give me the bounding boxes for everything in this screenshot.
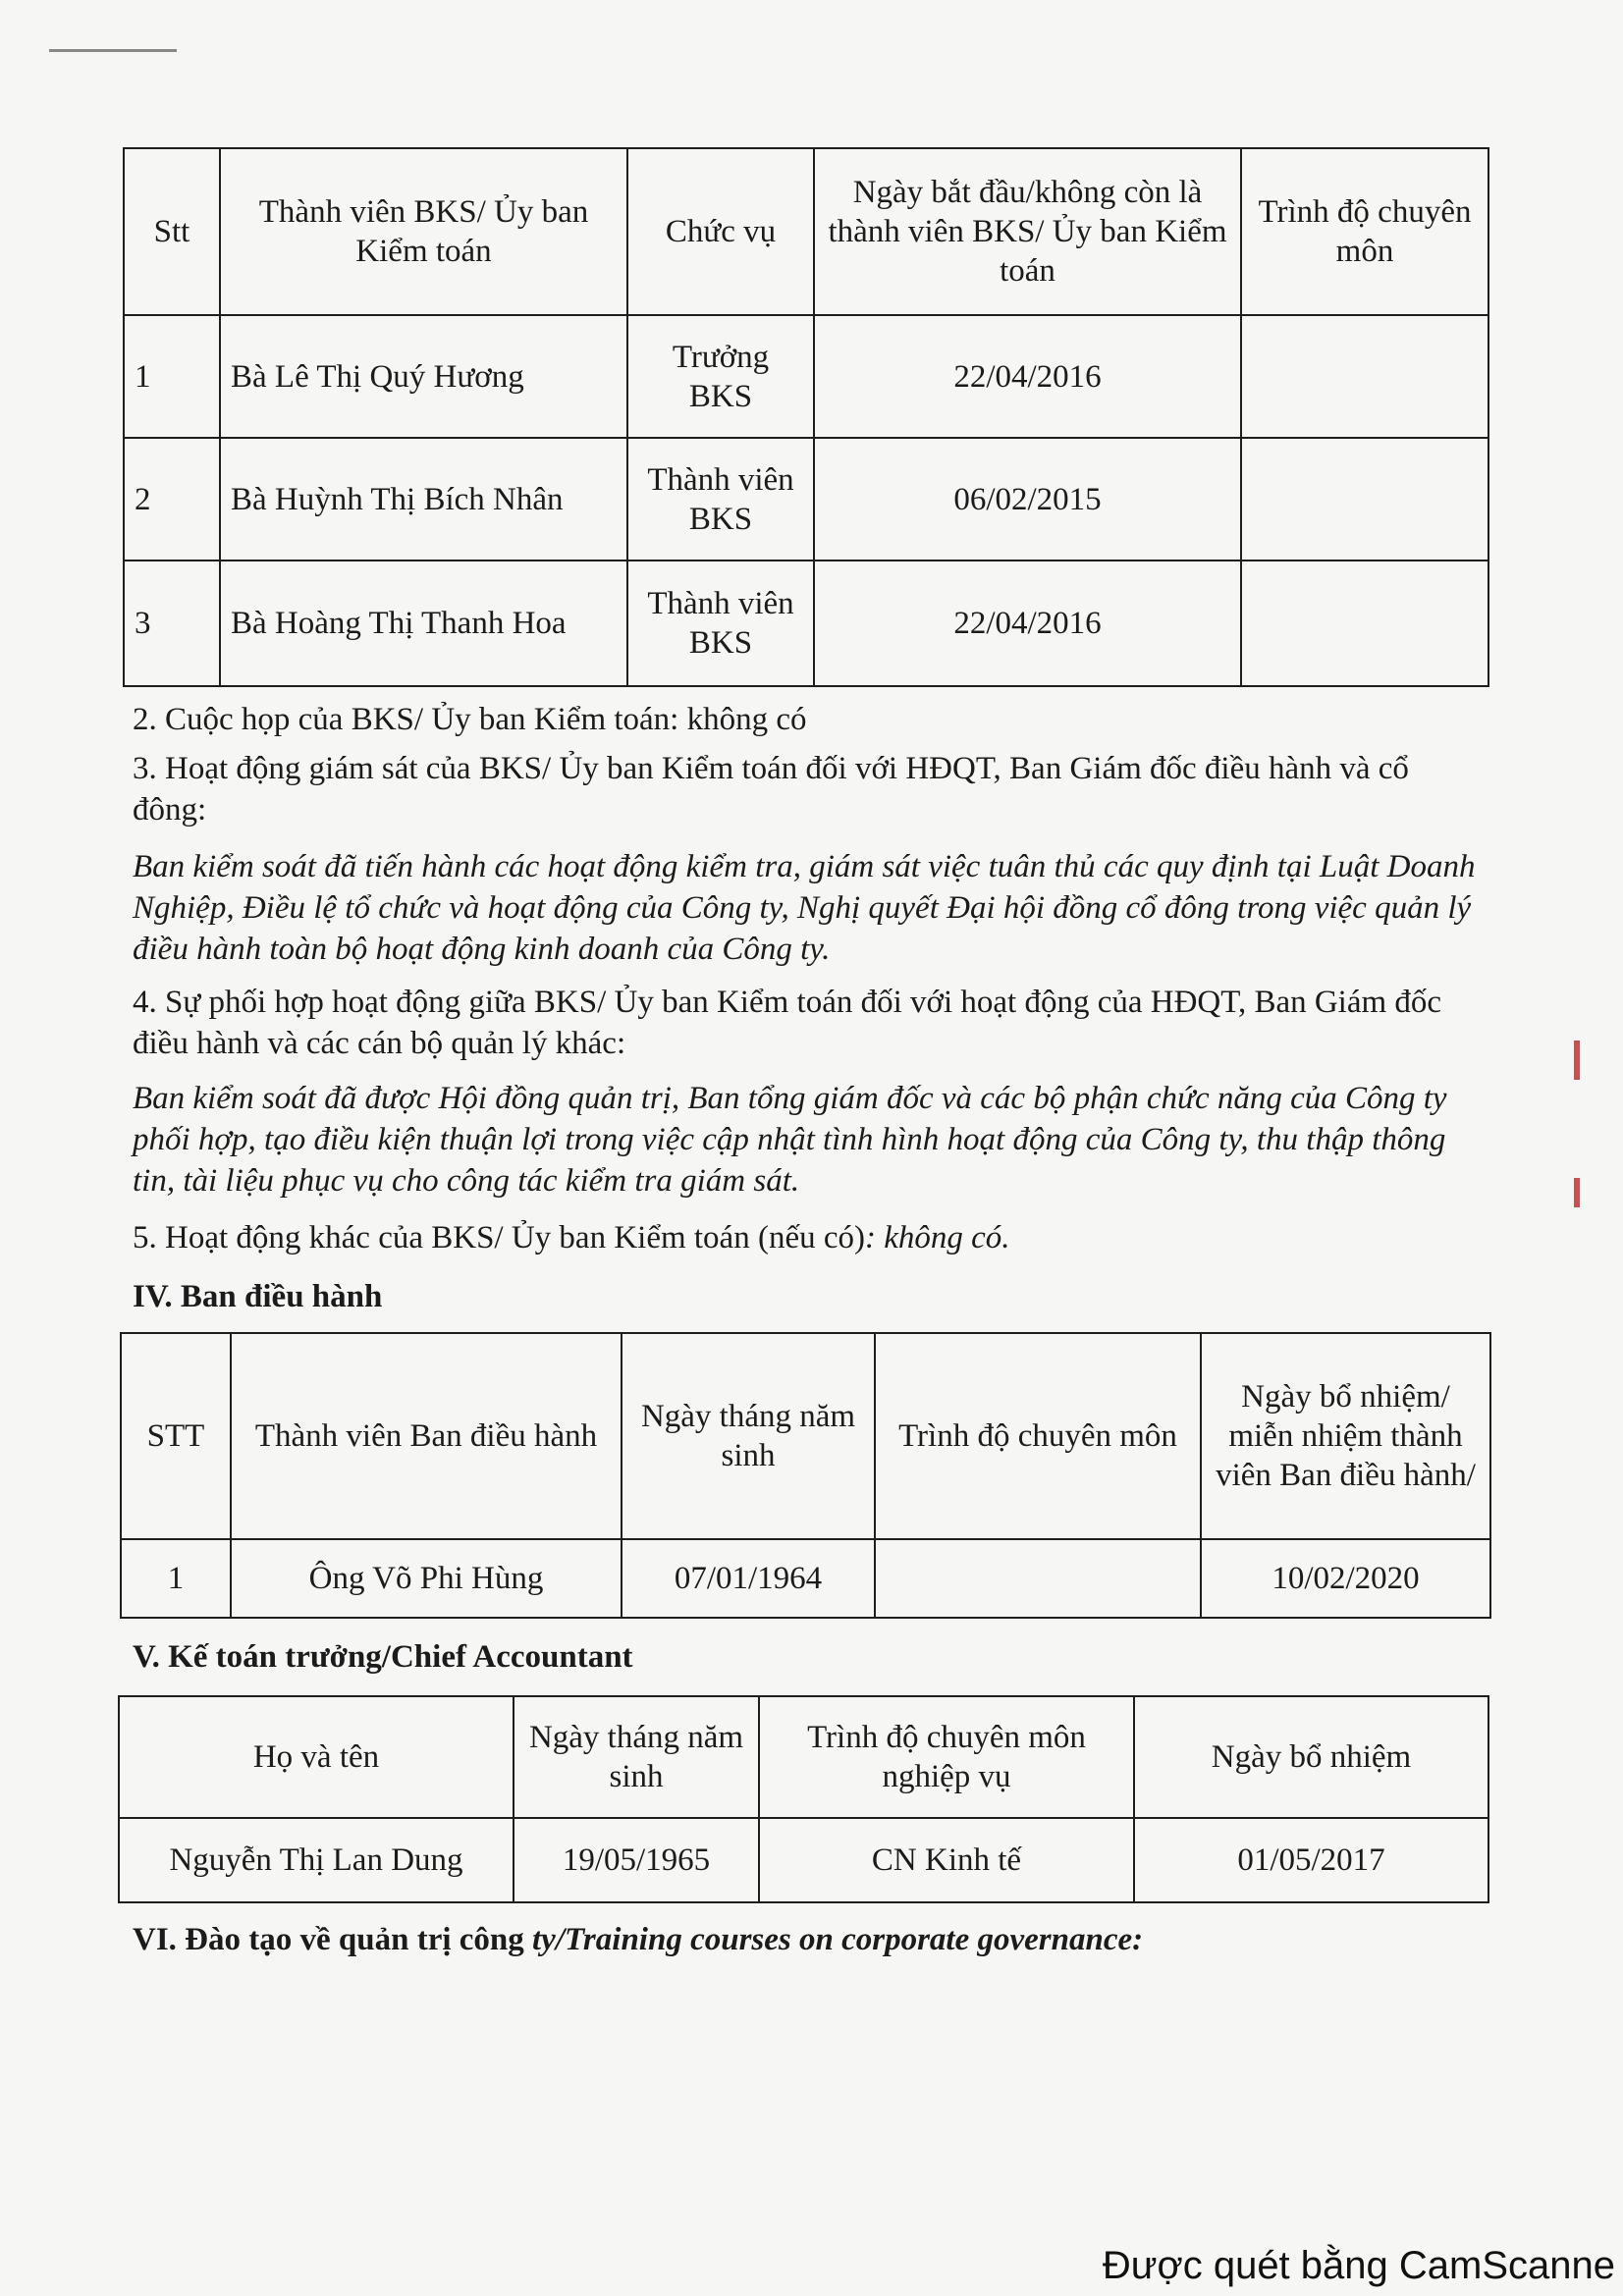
level-cell — [875, 1539, 1201, 1618]
member-name-cell: Bà Lê Thị Quý Hương — [220, 315, 627, 438]
role-cell: Thành viên BKS — [627, 561, 814, 686]
table-row — [124, 315, 1488, 438]
section-5-label: 5. Hoạt động khác của BKS/ Ủy ban Kiểm toán (nếu có) — [133, 1220, 865, 1255]
date-cell: 22/04/2016 — [814, 315, 1241, 438]
dob-cell: 07/01/1964 — [622, 1539, 875, 1618]
section-v-heading: V. Kế toán trưởng/Chief Accountant — [133, 1639, 633, 1675]
chief-accountant-table — [118, 1695, 1489, 1903]
header-cell: Thành viên Ban điều hành — [231, 1333, 622, 1539]
header-cell: Họ và tên — [119, 1696, 514, 1818]
level-cell — [1241, 561, 1488, 686]
stt-cell: 1 — [124, 315, 220, 438]
table-row — [119, 1818, 1488, 1902]
member-name-cell: Bà Hoàng Thị Thanh Hoa — [220, 561, 627, 686]
date-cell: 01/05/2017 — [1134, 1818, 1488, 1902]
table-row — [124, 438, 1488, 561]
header-cell: Trình độ chuyên môn nghiệp vụ — [759, 1696, 1134, 1818]
role-cell: Trưởng BKS — [627, 315, 814, 438]
header-cell: Ngày tháng năm sinh — [514, 1696, 759, 1818]
table-header-row — [119, 1696, 1488, 1818]
level-cell — [1241, 315, 1488, 438]
section-3-body: Ban kiểm soát đã tiến hành các hoạt động kiểm tra, giám sát việc tuân thủ các quy định tại Luật Doanh Nghiệp, Điều lệ tổ chức và hoạt động của Công ty, Nghị quyết Đại hội đồng cổ đông trong việc quản lý điều hành toàn bộ hoạt động kinh doanh của Công ty. — [133, 849, 1476, 967]
role-cell: Thành viên BKS — [627, 438, 814, 561]
header-cell: Trình độ chuyên môn — [875, 1333, 1201, 1539]
header-cell: Ngày bổ nhiệm — [1134, 1696, 1488, 1818]
table-row — [121, 1539, 1490, 1618]
level-cell — [1241, 438, 1488, 561]
section-vi-heading-italic: ty/Training courses on corporate governance: — [532, 1922, 1144, 1957]
member-name-cell: Bà Huỳnh Thị Bích Nhân — [220, 438, 627, 561]
name-cell: Nguyễn Thị Lan Dung — [119, 1818, 514, 1902]
stt-cell: 2 — [124, 438, 220, 561]
section-5-value: : không có. — [864, 1220, 1010, 1255]
section-2-meetings: 2. Cuộc họp của BKS/ Ủy ban Kiểm toán: không có — [133, 702, 807, 737]
date-cell: 06/02/2015 — [814, 438, 1241, 561]
header-cell: Thành viên BKS/ Ủy ban Kiểm toán — [220, 148, 627, 315]
section-vi-heading-text: VI. Đào tạo về quản trị công — [133, 1922, 533, 1957]
header-cell: Stt — [124, 148, 220, 315]
header-cell: Ngày tháng năm sinh — [622, 1333, 875, 1539]
section-5-other — [133, 1217, 1010, 1258]
member-name-cell: Ông Võ Phi Hùng — [231, 1539, 622, 1618]
stt-cell: 1 — [121, 1539, 231, 1618]
executive-board-table — [120, 1332, 1491, 1619]
section-4-body: Ban kiểm soát đã được Hội đồng quản trị, Ban tổng giám đốc và các bộ phận chức năng của Công ty phối hợp, tạo điều kiện thuận lợi trong việc cập nhật tình hình hoạt động của Công ty, thu thập thông tin, tài liệu phục vụ cho công tác kiểm tra giám sát. — [133, 1081, 1447, 1199]
table-header-row — [124, 148, 1488, 315]
bks-members-table — [123, 147, 1489, 687]
stt-cell: 3 — [124, 561, 220, 686]
camscanner-watermark: Được quét bằng CamScanne — [1102, 2244, 1615, 2287]
section-vi-heading — [133, 1919, 1143, 1960]
section-4-title: 4. Sự phối hợp hoạt động giữa BKS/ Ủy ban Kiểm toán đối với hoạt động của HĐQT, Ban Giám đốc điều hành và các cán bộ quản lý khác: — [133, 985, 1442, 1061]
table-header-row — [121, 1333, 1490, 1539]
section-iv-heading: IV. Ban điều hành — [133, 1279, 383, 1314]
level-cell: CN Kinh tế — [759, 1818, 1134, 1902]
header-cell: Trình độ chuyên môn — [1241, 148, 1488, 315]
scan-edge-mark — [1574, 1178, 1580, 1207]
header-cell: STT — [121, 1333, 231, 1539]
header-cell: Ngày bắt đầu/không còn là thành viên BKS/ Ủy ban Kiểm toán — [814, 148, 1241, 315]
section-3-title: 3. Hoạt động giám sát của BKS/ Ủy ban Kiểm toán đối với HĐQT, Ban Giám đốc điều hành và cổ đông: — [133, 751, 1409, 828]
scan-edge-mark — [1574, 1041, 1580, 1080]
table-row — [124, 561, 1488, 686]
date-cell: 22/04/2016 — [814, 561, 1241, 686]
scan-artifact-line — [49, 49, 177, 52]
header-cell: Ngày bổ nhiệm/ miễn nhiệm thành viên Ban điều hành/ — [1201, 1333, 1490, 1539]
dob-cell: 19/05/1965 — [514, 1818, 759, 1902]
header-cell: Chức vụ — [627, 148, 814, 315]
date-cell: 10/02/2020 — [1201, 1539, 1490, 1618]
